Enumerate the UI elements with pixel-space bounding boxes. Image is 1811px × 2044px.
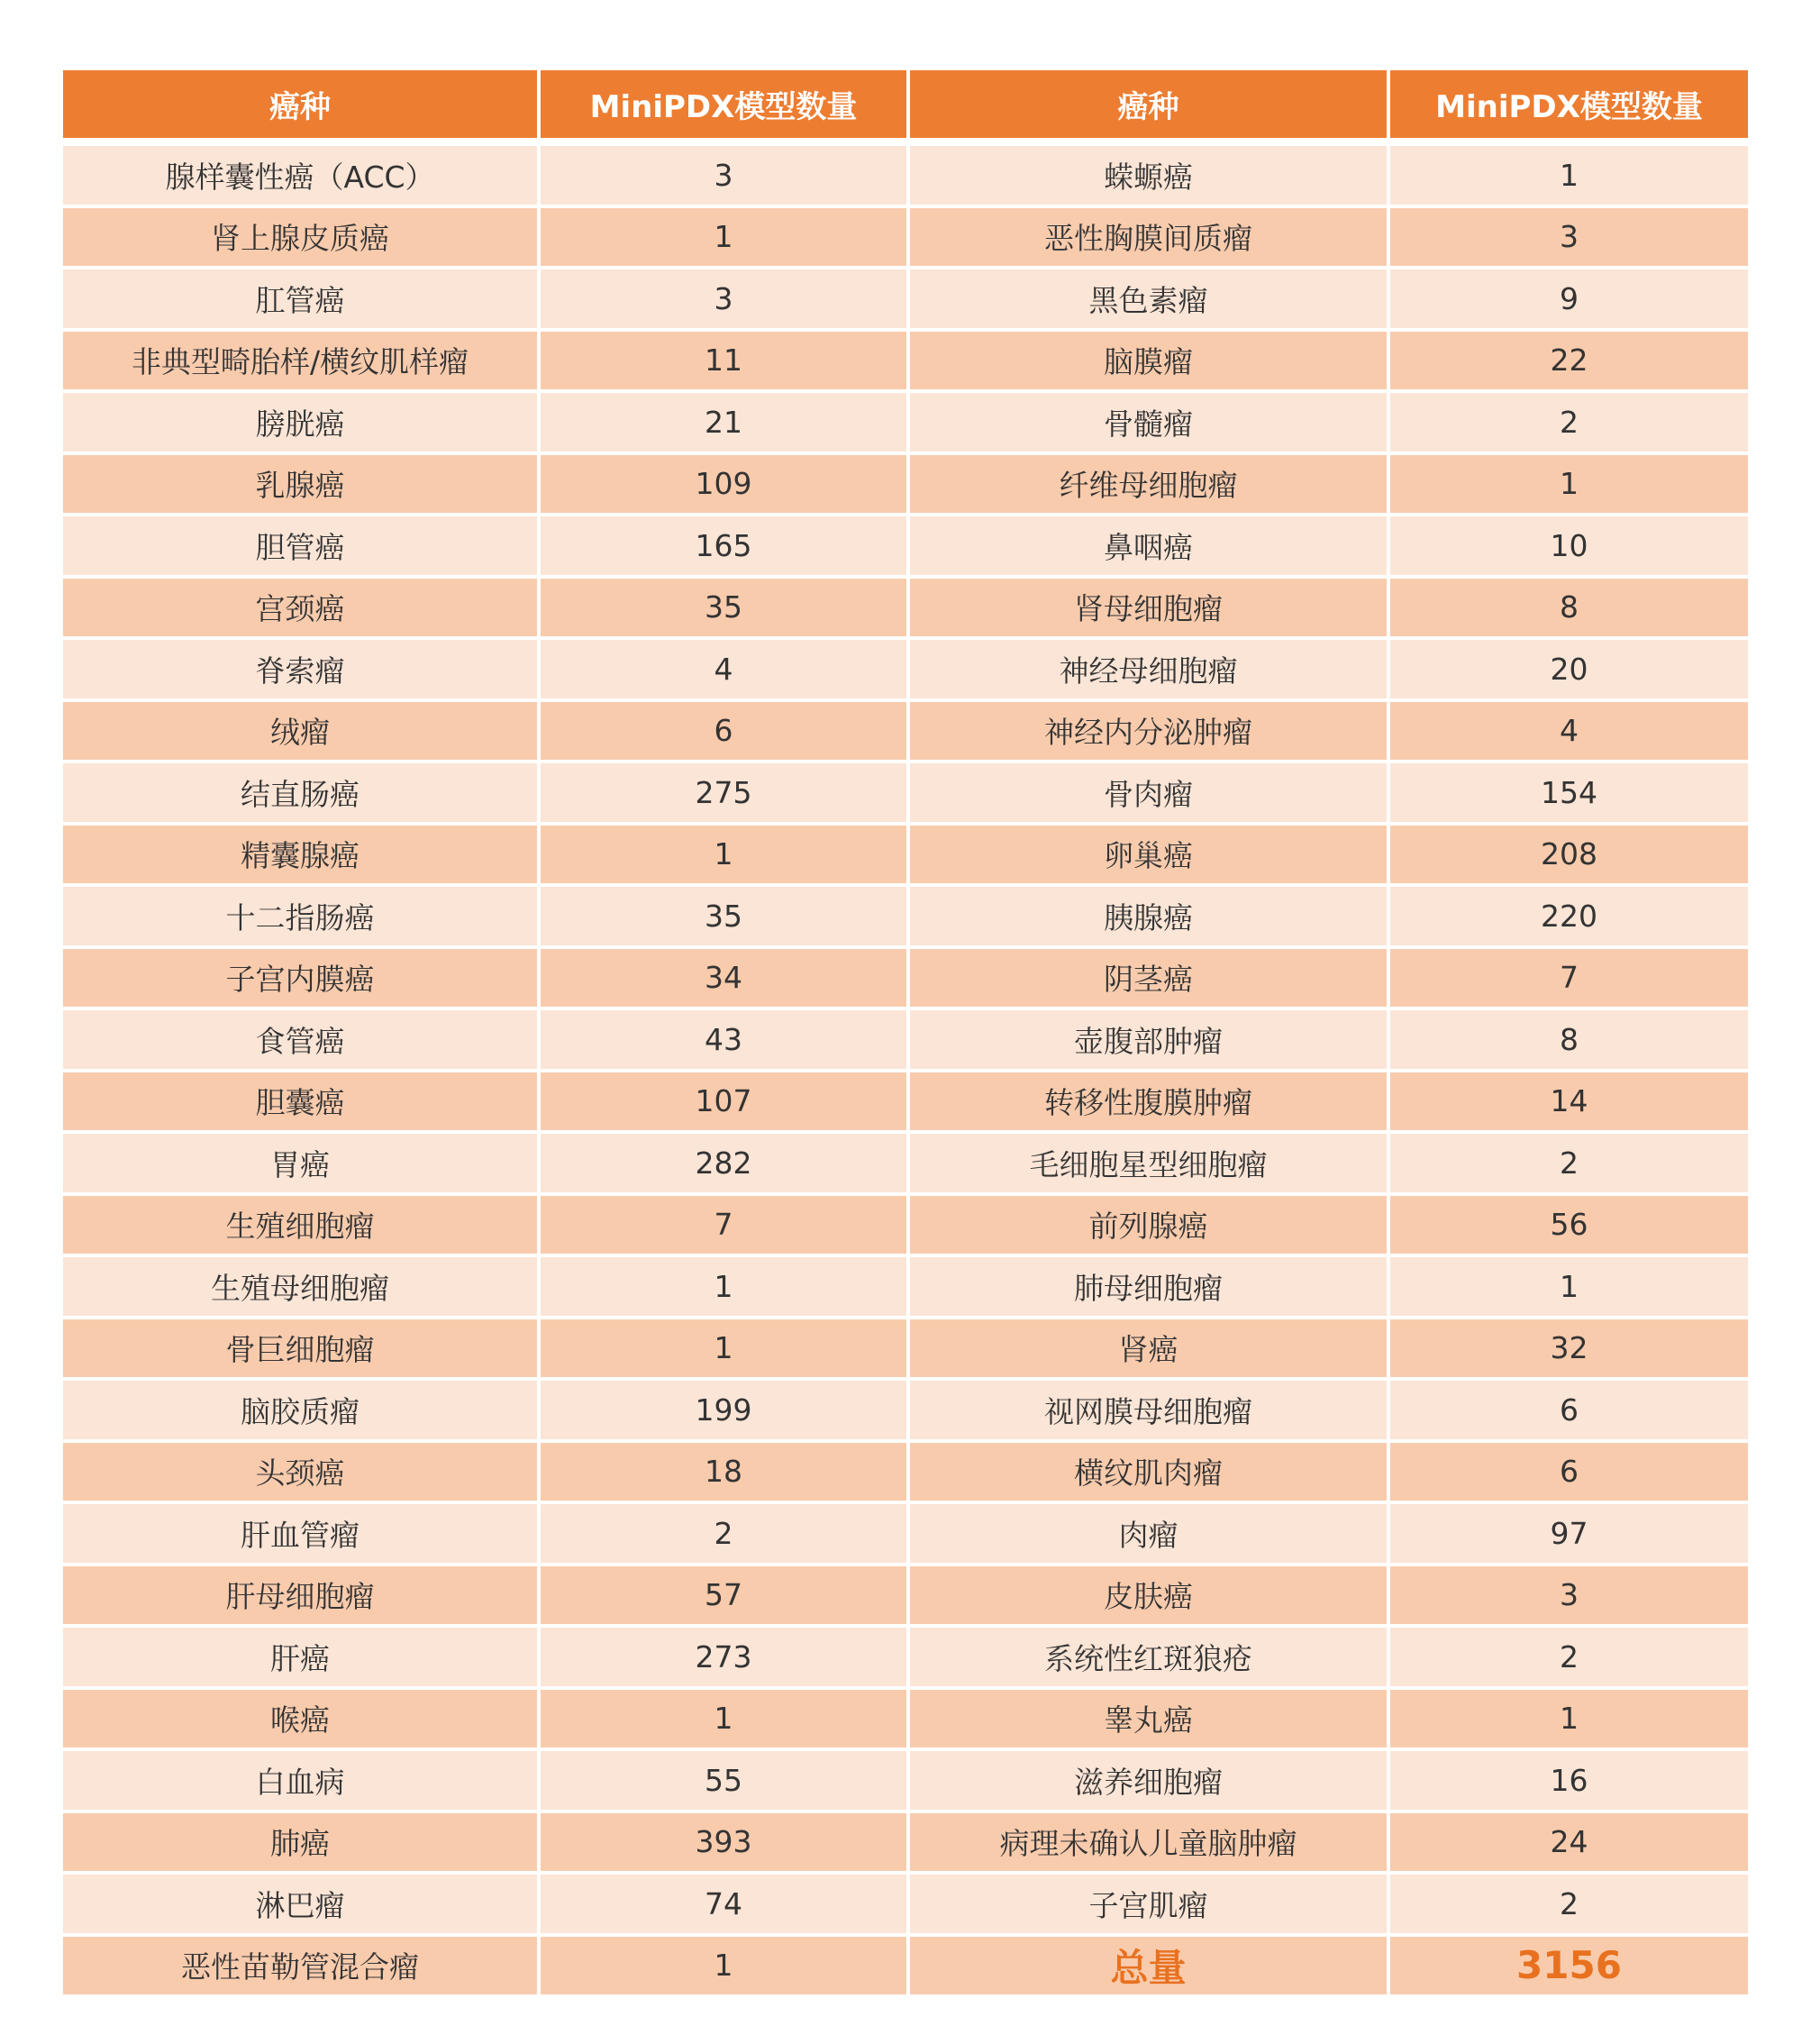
table-row bbox=[63, 516, 1748, 575]
cancer-type-cell: 病理未确认儿童脑肿瘤 bbox=[910, 1813, 1390, 1872]
model-count-cell: 10 bbox=[1390, 516, 1748, 575]
model-count-cell: 273 bbox=[541, 1628, 910, 1686]
model-count-cell: 1 bbox=[1390, 1690, 1748, 1748]
table-row bbox=[63, 949, 1748, 1008]
model-count-cell: 220 bbox=[1390, 887, 1748, 945]
model-count-cell: 1 bbox=[1390, 1257, 1748, 1316]
model-count-cell: 6 bbox=[541, 702, 910, 761]
cancer-type-cell: 头颈癌 bbox=[63, 1443, 541, 1501]
cancer-type-cell: 恶性苗勒管混合瘤 bbox=[63, 1937, 541, 1995]
model-count-cell: 3 bbox=[541, 146, 910, 205]
model-count-cell: 20 bbox=[1390, 640, 1748, 698]
model-count-cell: 2 bbox=[1390, 1628, 1748, 1686]
cancer-type-cell: 非典型畸胎样/横纹肌样瘤 bbox=[63, 332, 541, 390]
cancer-type-cell: 肝癌 bbox=[63, 1628, 541, 1686]
model-count-cell: 1 bbox=[1390, 455, 1748, 514]
cancer-type-cell: 胃癌 bbox=[63, 1134, 541, 1192]
model-count-cell: 3 bbox=[541, 269, 910, 328]
header-cancer-type-1: 癌种 bbox=[63, 70, 541, 138]
model-count-cell: 1 bbox=[541, 1690, 910, 1748]
cancer-type-cell: 肺癌 bbox=[63, 1813, 541, 1872]
cancer-type-cell: 宫颈癌 bbox=[63, 579, 541, 637]
table-row bbox=[63, 887, 1748, 945]
cancer-type-cell: 胆管癌 bbox=[63, 516, 541, 575]
model-count-cell: 7 bbox=[1390, 949, 1748, 1008]
cancer-type-cell: 膀胱癌 bbox=[63, 393, 541, 452]
cancer-type-cell: 肉瘤 bbox=[910, 1504, 1390, 1563]
total-label: 总量 bbox=[910, 1937, 1390, 1995]
model-count-cell: 43 bbox=[541, 1010, 910, 1069]
model-count-cell: 282 bbox=[541, 1134, 910, 1192]
table-row bbox=[63, 1813, 1748, 1872]
model-count-cell: 24 bbox=[1390, 1813, 1748, 1872]
table-row bbox=[63, 332, 1748, 390]
model-count-cell: 8 bbox=[1390, 1010, 1748, 1069]
cancer-type-cell: 肝血管瘤 bbox=[63, 1504, 541, 1563]
cancer-type-cell: 腺样囊性癌（ACC） bbox=[63, 146, 541, 205]
model-count-cell: 1 bbox=[541, 826, 910, 884]
header-model-count-2: MiniPDX模型数量 bbox=[1390, 70, 1748, 138]
table-row bbox=[63, 1751, 1748, 1810]
model-count-cell: 2 bbox=[1390, 1134, 1748, 1192]
cancer-type-cell: 肾母细胞瘤 bbox=[910, 579, 1390, 637]
model-count-cell: 1 bbox=[541, 1937, 910, 1995]
cancer-type-cell: 蝾螈癌 bbox=[910, 146, 1390, 205]
model-count-cell: 4 bbox=[1390, 702, 1748, 761]
cancer-type-cell: 卵巢癌 bbox=[910, 826, 1390, 884]
model-count-cell: 18 bbox=[541, 1443, 910, 1501]
table-row bbox=[63, 1381, 1748, 1439]
model-count-cell: 208 bbox=[1390, 826, 1748, 884]
model-count-cell: 3 bbox=[1390, 208, 1748, 267]
model-count-cell: 8 bbox=[1390, 579, 1748, 637]
cancer-type-cell: 肺母细胞瘤 bbox=[910, 1257, 1390, 1316]
model-count-cell: 14 bbox=[1390, 1072, 1748, 1131]
table-row bbox=[63, 208, 1748, 267]
model-count-cell: 7 bbox=[541, 1196, 910, 1255]
model-count-cell: 21 bbox=[541, 393, 910, 452]
cancer-type-cell: 骨巨细胞瘤 bbox=[63, 1319, 541, 1378]
cancer-type-cell: 白血病 bbox=[63, 1751, 541, 1810]
model-count-cell: 57 bbox=[541, 1566, 910, 1625]
cancer-type-cell: 肾上腺皮质癌 bbox=[63, 208, 541, 267]
model-count-cell: 1 bbox=[1390, 146, 1748, 205]
table-row bbox=[63, 146, 1748, 205]
cancer-type-cell: 神经母细胞瘤 bbox=[910, 640, 1390, 698]
cancer-type-cell: 生殖母细胞瘤 bbox=[63, 1257, 541, 1316]
model-count-cell: 11 bbox=[541, 332, 910, 390]
model-count-cell: 2 bbox=[541, 1504, 910, 1563]
model-count-cell: 2 bbox=[1390, 393, 1748, 452]
model-count-cell: 165 bbox=[541, 516, 910, 575]
cancer-type-cell: 子宫内膜癌 bbox=[63, 949, 541, 1008]
table-row bbox=[63, 1196, 1748, 1255]
cancer-type-cell: 皮肤癌 bbox=[910, 1566, 1390, 1625]
table-row bbox=[63, 393, 1748, 452]
cancer-model-table bbox=[63, 70, 1748, 1994]
model-count-cell: 393 bbox=[541, 1813, 910, 1872]
cancer-type-cell: 骨肉瘤 bbox=[910, 763, 1390, 822]
cancer-type-cell: 黑色素瘤 bbox=[910, 269, 1390, 328]
cancer-type-cell: 阴茎癌 bbox=[910, 949, 1390, 1008]
model-count-cell: 6 bbox=[1390, 1443, 1748, 1501]
table-row bbox=[63, 269, 1748, 328]
cancer-type-cell: 绒瘤 bbox=[63, 702, 541, 761]
table-row bbox=[63, 1134, 1748, 1192]
header-model-count-1: MiniPDX模型数量 bbox=[541, 70, 910, 138]
model-count-cell: 199 bbox=[541, 1381, 910, 1439]
table-row bbox=[63, 1504, 1748, 1563]
table-row bbox=[63, 1257, 1748, 1316]
table-row bbox=[63, 1319, 1748, 1378]
model-count-cell: 109 bbox=[541, 455, 910, 514]
model-count-cell: 6 bbox=[1390, 1381, 1748, 1439]
model-count-cell: 1 bbox=[541, 1319, 910, 1378]
model-count-cell: 32 bbox=[1390, 1319, 1748, 1378]
cancer-type-cell: 十二指肠癌 bbox=[63, 887, 541, 945]
cancer-type-cell: 胰腺癌 bbox=[910, 887, 1390, 945]
model-count-cell: 154 bbox=[1390, 763, 1748, 822]
cancer-type-cell: 纤维母细胞瘤 bbox=[910, 455, 1390, 514]
model-count-cell: 4 bbox=[541, 640, 910, 698]
table-header bbox=[63, 70, 1748, 138]
table-row bbox=[63, 1443, 1748, 1501]
cancer-type-cell: 视网膜母细胞瘤 bbox=[910, 1381, 1390, 1439]
table-row bbox=[63, 1937, 1748, 1995]
table-row bbox=[63, 640, 1748, 698]
cancer-type-cell: 喉癌 bbox=[63, 1690, 541, 1748]
cancer-type-cell: 脑膜瘤 bbox=[910, 332, 1390, 390]
cancer-type-cell: 生殖细胞瘤 bbox=[63, 1196, 541, 1255]
model-count-cell: 2 bbox=[1390, 1875, 1748, 1933]
table-row bbox=[63, 826, 1748, 884]
cancer-type-cell: 转移性腹膜肿瘤 bbox=[910, 1072, 1390, 1131]
cancer-type-cell: 结直肠癌 bbox=[63, 763, 541, 822]
table-row bbox=[63, 1566, 1748, 1625]
table-row bbox=[63, 579, 1748, 637]
cancer-type-cell: 肾癌 bbox=[910, 1319, 1390, 1378]
model-count-cell: 35 bbox=[541, 887, 910, 945]
model-count-cell: 55 bbox=[541, 1751, 910, 1810]
table-row bbox=[63, 1690, 1748, 1748]
model-count-cell: 9 bbox=[1390, 269, 1748, 328]
table-row bbox=[63, 455, 1748, 514]
model-count-cell: 56 bbox=[1390, 1196, 1748, 1255]
table-row bbox=[63, 1628, 1748, 1686]
table-row bbox=[63, 763, 1748, 822]
cancer-type-cell: 睾丸癌 bbox=[910, 1690, 1390, 1748]
cancer-type-cell: 肝母细胞瘤 bbox=[63, 1566, 541, 1625]
cancer-type-cell: 鼻咽癌 bbox=[910, 516, 1390, 575]
cancer-type-cell: 恶性胸膜间质瘤 bbox=[910, 208, 1390, 267]
cancer-type-cell: 壶腹部肿瘤 bbox=[910, 1010, 1390, 1069]
model-count-cell: 74 bbox=[541, 1875, 910, 1933]
cancer-type-cell: 精囊腺癌 bbox=[63, 826, 541, 884]
table-row bbox=[63, 1875, 1748, 1933]
cancer-type-cell: 滋养细胞瘤 bbox=[910, 1751, 1390, 1810]
header-cancer-type-2: 癌种 bbox=[910, 70, 1390, 138]
cancer-type-cell: 乳腺癌 bbox=[63, 455, 541, 514]
cancer-type-cell: 脊索瘤 bbox=[63, 640, 541, 698]
total-value: 3156 bbox=[1390, 1937, 1748, 1995]
model-count-cell: 1 bbox=[541, 1257, 910, 1316]
model-count-cell: 34 bbox=[541, 949, 910, 1008]
cancer-type-cell: 胆囊癌 bbox=[63, 1072, 541, 1131]
table-row bbox=[63, 1072, 1748, 1131]
cancer-type-cell: 骨髓瘤 bbox=[910, 393, 1390, 452]
cancer-type-cell: 毛细胞星型细胞瘤 bbox=[910, 1134, 1390, 1192]
cancer-type-cell: 神经内分泌肿瘤 bbox=[910, 702, 1390, 761]
model-count-cell: 107 bbox=[541, 1072, 910, 1131]
model-count-cell: 97 bbox=[1390, 1504, 1748, 1563]
model-count-cell: 16 bbox=[1390, 1751, 1748, 1810]
model-count-cell: 1 bbox=[541, 208, 910, 267]
table-body bbox=[63, 146, 1748, 1994]
model-count-cell: 35 bbox=[541, 579, 910, 637]
table-row bbox=[63, 1010, 1748, 1069]
cancer-type-cell: 横纹肌肉瘤 bbox=[910, 1443, 1390, 1501]
cancer-type-cell: 子宫肌瘤 bbox=[910, 1875, 1390, 1933]
cancer-type-cell: 肛管癌 bbox=[63, 269, 541, 328]
cancer-type-cell: 食管癌 bbox=[63, 1010, 541, 1069]
cancer-type-cell: 脑胶质瘤 bbox=[63, 1381, 541, 1439]
model-count-cell: 22 bbox=[1390, 332, 1748, 390]
cancer-type-cell: 前列腺癌 bbox=[910, 1196, 1390, 1255]
model-count-cell: 3 bbox=[1390, 1566, 1748, 1625]
model-count-cell: 275 bbox=[541, 763, 910, 822]
cancer-type-cell: 淋巴瘤 bbox=[63, 1875, 541, 1933]
cancer-type-cell: 系统性红斑狼疮 bbox=[910, 1628, 1390, 1686]
table-row bbox=[63, 702, 1748, 761]
